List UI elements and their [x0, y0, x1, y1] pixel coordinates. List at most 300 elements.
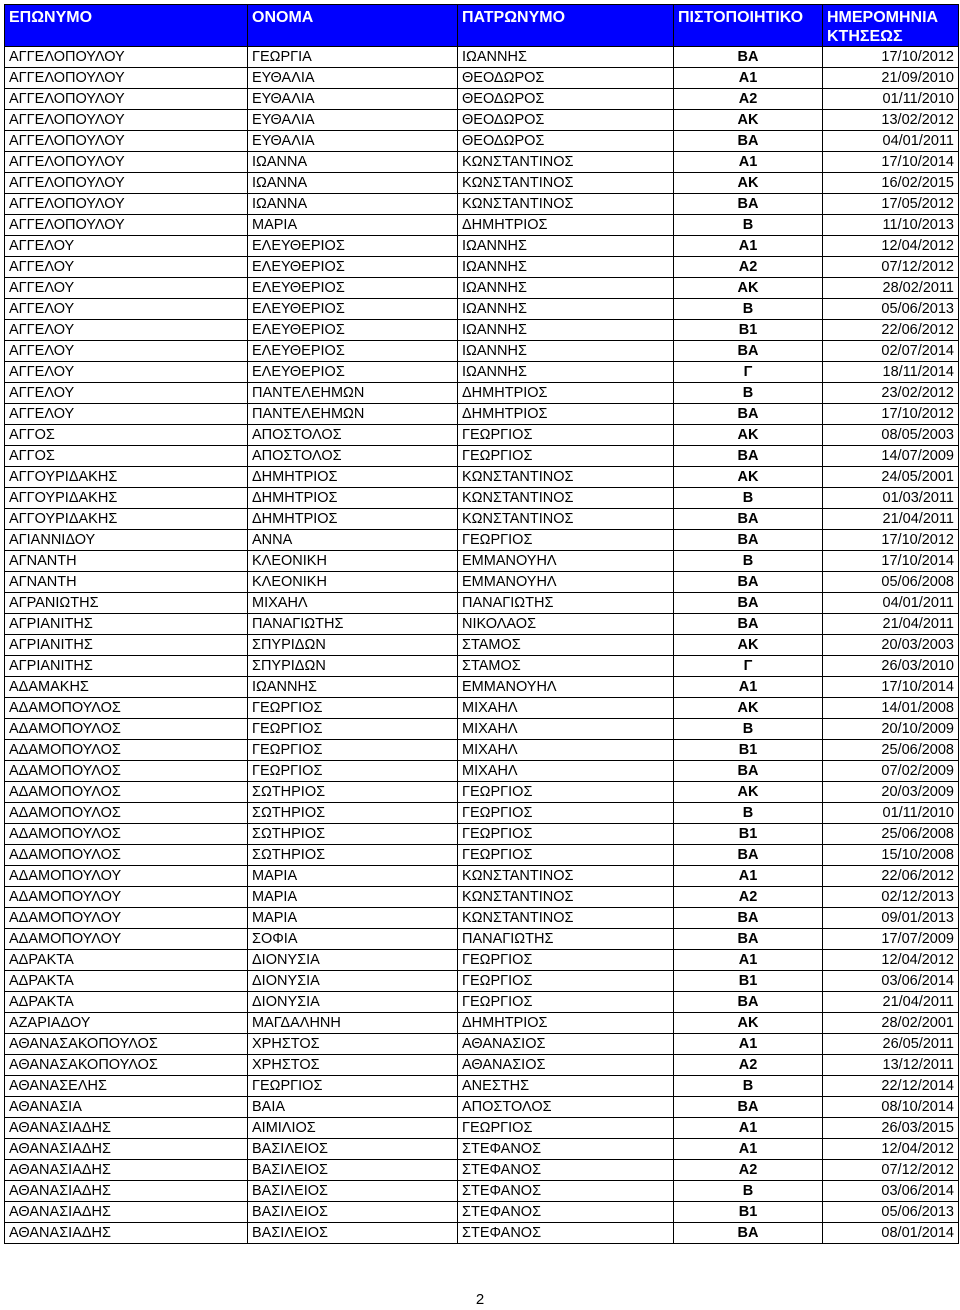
cell-certificate: Α1	[674, 1118, 823, 1139]
cell-name: ΚΛΕΟΝΙΚΗ	[248, 572, 458, 593]
cell-name: ΒΑΣΙΛΕΙΟΣ	[248, 1181, 458, 1202]
table-row	[5, 551, 959, 572]
cell-name: ΠΑΝΑΓΙΩΤΗΣ	[248, 614, 458, 635]
cell-date: 13/12/2011	[823, 1055, 959, 1076]
cell-date: 12/04/2012	[823, 950, 959, 971]
cell-name: ΒΑΣΙΛΕΙΟΣ	[248, 1139, 458, 1160]
cell-name: ΜΑΡΙΑ	[248, 908, 458, 929]
cell-certificate: Γ	[674, 656, 823, 677]
cell-date: 04/01/2011	[823, 593, 959, 614]
cell-date: 05/06/2008	[823, 572, 959, 593]
cell-name: ΓΕΩΡΓΙΟΣ	[248, 761, 458, 782]
cell-certificate: ΑΚ	[674, 635, 823, 656]
cell-surname: ΑΓΓΟΥΡΙΔΑΚΗΣ	[5, 488, 248, 509]
cell-certificate: Β1	[674, 824, 823, 845]
cell-date: 24/05/2001	[823, 467, 959, 488]
cell-date: 22/12/2014	[823, 1076, 959, 1097]
cell-name: ΕΛΕΥΘΕΡΙΟΣ	[248, 320, 458, 341]
cell-certificate: ΒΑ	[674, 614, 823, 635]
cell-surname: ΑΔΑΜΟΠΟΥΛΟΣ	[5, 698, 248, 719]
table-row	[5, 719, 959, 740]
cell-father-name: ΓΕΩΡΓΙΟΣ	[458, 950, 674, 971]
table-row	[5, 950, 959, 971]
cell-name: ΙΩΑΝΝΑ	[248, 152, 458, 173]
cell-date: 01/11/2010	[823, 89, 959, 110]
table-row	[5, 173, 959, 194]
cell-date: 14/01/2008	[823, 698, 959, 719]
cell-father-name: ΣΤΕΦΑΝΟΣ	[458, 1202, 674, 1223]
cell-date: 28/02/2011	[823, 278, 959, 299]
cell-surname: ΑΓΓΕΛΟΥ	[5, 299, 248, 320]
cell-surname: ΑΓΓΕΛΟΠΟΥΛΟΥ	[5, 110, 248, 131]
cell-date: 25/06/2008	[823, 740, 959, 761]
cell-certificate: ΑΚ	[674, 698, 823, 719]
table-row	[5, 1013, 959, 1034]
table-row	[5, 1097, 959, 1118]
cell-date: 14/07/2009	[823, 446, 959, 467]
cell-father-name: ΠΑΝΑΓΙΩΤΗΣ	[458, 593, 674, 614]
cell-surname: ΑΔΑΜΟΠΟΥΛΟΣ	[5, 782, 248, 803]
cell-surname: ΑΓΓΟΥΡΙΔΑΚΗΣ	[5, 467, 248, 488]
cell-father-name: ΑΘΑΝΑΣΙΟΣ	[458, 1055, 674, 1076]
table-row	[5, 845, 959, 866]
cell-date: 20/10/2009	[823, 719, 959, 740]
cell-father-name: ΜΙΧΑΗΛ	[458, 698, 674, 719]
cell-surname: ΑΔΡΑΚΤΑ	[5, 992, 248, 1013]
table-row	[5, 47, 959, 68]
table-row	[5, 257, 959, 278]
cell-certificate: Α1	[674, 1139, 823, 1160]
table-row	[5, 278, 959, 299]
cell-date: 20/03/2003	[823, 635, 959, 656]
cell-surname: ΑΓΓΕΛΟΠΟΥΛΟΥ	[5, 152, 248, 173]
cell-father-name: ΘΕΟΔΩΡΟΣ	[458, 89, 674, 110]
cell-certificate: Α1	[674, 1034, 823, 1055]
cell-date: 02/07/2014	[823, 341, 959, 362]
cell-father-name: ΕΜΜΑΝΟΥΗΛ	[458, 551, 674, 572]
table-row	[5, 299, 959, 320]
cell-certificate: Β	[674, 299, 823, 320]
cell-surname: ΑΔΑΜΑΚΗΣ	[5, 677, 248, 698]
cell-name: ΚΛΕΟΝΙΚΗ	[248, 551, 458, 572]
cell-surname: ΑΓΡΙΑΝΙΤΗΣ	[5, 635, 248, 656]
cell-certificate: Α2	[674, 1055, 823, 1076]
cell-certificate: ΑΚ	[674, 425, 823, 446]
table-row	[5, 404, 959, 425]
cell-date: 17/10/2014	[823, 677, 959, 698]
cell-date: 03/06/2014	[823, 971, 959, 992]
cell-surname: ΑΘΑΝΑΣΑΚΟΠΟΥΛΟΣ	[5, 1034, 248, 1055]
cell-father-name: ΓΕΩΡΓΙΟΣ	[458, 782, 674, 803]
table-row	[5, 1055, 959, 1076]
cell-name: ΜΑΡΙΑ	[248, 866, 458, 887]
cell-name: ΕΥΘΑΛΙΑ	[248, 89, 458, 110]
cell-date: 09/01/2013	[823, 908, 959, 929]
cell-certificate: Α1	[674, 950, 823, 971]
cell-surname: ΑΔΑΜΟΠΟΥΛΟΥ	[5, 866, 248, 887]
cell-name: ΣΩΤΗΡΙΟΣ	[248, 824, 458, 845]
cell-certificate: ΒΑ	[674, 992, 823, 1013]
cell-surname: ΑΓΓΕΛΟΠΟΥΛΟΥ	[5, 194, 248, 215]
cell-name: ΒΑΣΙΛΕΙΟΣ	[248, 1223, 458, 1244]
header-name: ΟΝΟΜΑ	[248, 5, 458, 47]
cell-surname: ΑΓΓΟΣ	[5, 446, 248, 467]
cell-name: ΕΛΕΥΘΕΡΙΟΣ	[248, 278, 458, 299]
cell-father-name: ΘΕΟΔΩΡΟΣ	[458, 131, 674, 152]
cell-certificate: ΒΑ	[674, 761, 823, 782]
cell-certificate: ΒΑ	[674, 593, 823, 614]
cell-name: ΓΕΩΡΓΙΑ	[248, 47, 458, 68]
cell-date: 11/10/2013	[823, 215, 959, 236]
cell-certificate: ΒΑ	[674, 845, 823, 866]
cell-certificate: Β	[674, 1076, 823, 1097]
cell-father-name: ΚΩΝΣΤΑΝΤΙΝΟΣ	[458, 467, 674, 488]
cell-date: 21/04/2011	[823, 509, 959, 530]
cell-certificate: ΑΚ	[674, 278, 823, 299]
cell-father-name: ΓΕΩΡΓΙΟΣ	[458, 845, 674, 866]
table-row	[5, 656, 959, 677]
cell-certificate: ΑΚ	[674, 467, 823, 488]
cell-surname: ΑΓΓΕΛΟΥ	[5, 320, 248, 341]
certificate-register-table	[4, 4, 959, 1244]
table-row	[5, 383, 959, 404]
cell-father-name: ΓΕΩΡΓΙΟΣ	[458, 446, 674, 467]
cell-certificate: Α2	[674, 887, 823, 908]
cell-date: 21/04/2011	[823, 614, 959, 635]
cell-surname: ΑΓΓΕΛΟΠΟΥΛΟΥ	[5, 47, 248, 68]
table-row	[5, 446, 959, 467]
cell-date: 07/12/2012	[823, 1160, 959, 1181]
cell-certificate: ΒΑ	[674, 929, 823, 950]
cell-date: 08/01/2014	[823, 1223, 959, 1244]
cell-father-name: ΓΕΩΡΓΙΟΣ	[458, 992, 674, 1013]
cell-surname: ΑΓΓΕΛΟΥ	[5, 362, 248, 383]
cell-name: ΓΕΩΡΓΙΟΣ	[248, 1076, 458, 1097]
cell-name: ΕΛΕΥΘΕΡΙΟΣ	[248, 362, 458, 383]
cell-surname: ΑΓΡΑΝΙΩΤΗΣ	[5, 593, 248, 614]
cell-surname: ΑΓΓΕΛΟΥ	[5, 236, 248, 257]
cell-date: 22/06/2012	[823, 866, 959, 887]
header-date-line2: ΚΤΗΣΕΩΣ	[827, 28, 903, 45]
cell-father-name: ΜΙΧΑΗΛ	[458, 719, 674, 740]
cell-father-name: ΙΩΑΝΝΗΣ	[458, 341, 674, 362]
cell-certificate: ΒΑ	[674, 908, 823, 929]
cell-date: 13/02/2012	[823, 110, 959, 131]
table-row	[5, 1076, 959, 1097]
cell-name: ΠΑΝΤΕΛΕΗΜΩΝ	[248, 404, 458, 425]
cell-certificate: ΒΑ	[674, 194, 823, 215]
table-row	[5, 194, 959, 215]
cell-certificate: ΑΚ	[674, 1013, 823, 1034]
cell-surname: ΑΘΑΝΑΣΙΑΔΗΣ	[5, 1181, 248, 1202]
cell-surname: ΑΓΡΙΑΝΙΤΗΣ	[5, 656, 248, 677]
cell-surname: ΑΔΑΜΟΠΟΥΛΟΥ	[5, 908, 248, 929]
cell-certificate: ΒΑ	[674, 47, 823, 68]
cell-name: ΒΑΙΑ	[248, 1097, 458, 1118]
cell-surname: ΑΓΓΕΛΟΥ	[5, 383, 248, 404]
cell-surname: ΑΘΑΝΑΣΙΑΔΗΣ	[5, 1118, 248, 1139]
cell-certificate: ΒΑ	[674, 446, 823, 467]
cell-certificate: ΒΑ	[674, 530, 823, 551]
table-row	[5, 509, 959, 530]
cell-surname: ΑΓΓΟΣ	[5, 425, 248, 446]
cell-surname: ΑΔΑΜΟΠΟΥΛΟΣ	[5, 719, 248, 740]
cell-name: ΜΑΓΔΑΛΗΝΗ	[248, 1013, 458, 1034]
cell-name: ΣΩΤΗΡΙΟΣ	[248, 803, 458, 824]
table-row	[5, 572, 959, 593]
cell-surname: ΑΔΑΜΟΠΟΥΛΟΥ	[5, 929, 248, 950]
cell-name: ΑΙΜΙΛΙΟΣ	[248, 1118, 458, 1139]
table-row	[5, 131, 959, 152]
cell-surname: ΑΔΑΜΟΠΟΥΛΟΣ	[5, 824, 248, 845]
cell-date: 05/06/2013	[823, 299, 959, 320]
cell-surname: ΑΔΑΜΟΠΟΥΛΟΣ	[5, 803, 248, 824]
cell-certificate: Α2	[674, 257, 823, 278]
cell-surname: ΑΘΑΝΑΣΙΑΔΗΣ	[5, 1223, 248, 1244]
header-surname: ΕΠΩΝΥΜΟ	[5, 5, 248, 47]
cell-date: 15/10/2008	[823, 845, 959, 866]
table-row	[5, 740, 959, 761]
cell-certificate: ΑΚ	[674, 173, 823, 194]
table-row	[5, 677, 959, 698]
cell-father-name: ΚΩΝΣΤΑΝΤΙΝΟΣ	[458, 152, 674, 173]
cell-certificate: Α1	[674, 677, 823, 698]
cell-date: 17/07/2009	[823, 929, 959, 950]
page-number: 2	[475, 1291, 485, 1308]
cell-name: ΙΩΑΝΝΑ	[248, 173, 458, 194]
cell-father-name: ΣΤΕΦΑΝΟΣ	[458, 1160, 674, 1181]
cell-certificate: Γ	[674, 362, 823, 383]
table-row	[5, 488, 959, 509]
table-row	[5, 593, 959, 614]
cell-certificate: Α1	[674, 152, 823, 173]
cell-name: ΑΝΝΑ	[248, 530, 458, 551]
cell-date: 26/05/2011	[823, 1034, 959, 1055]
cell-father-name: ΕΜΜΑΝΟΥΗΛ	[458, 572, 674, 593]
cell-father-name: ΑΘΑΝΑΣΙΟΣ	[458, 1034, 674, 1055]
cell-surname: ΑΔΡΑΚΤΑ	[5, 971, 248, 992]
cell-surname: ΑΓΓΕΛΟΠΟΥΛΟΥ	[5, 173, 248, 194]
cell-certificate: Β	[674, 488, 823, 509]
cell-date: 12/04/2012	[823, 236, 959, 257]
cell-father-name: ΙΩΑΝΝΗΣ	[458, 236, 674, 257]
cell-name: ΧΡΗΣΤΟΣ	[248, 1055, 458, 1076]
cell-surname: ΑΓΓΕΛΟΥ	[5, 257, 248, 278]
cell-father-name: ΙΩΑΝΝΗΣ	[458, 47, 674, 68]
cell-father-name: ΙΩΑΝΝΗΣ	[458, 362, 674, 383]
cell-father-name: ΙΩΑΝΝΗΣ	[458, 257, 674, 278]
table-row	[5, 467, 959, 488]
cell-father-name: ΝΙΚΟΛΑΟΣ	[458, 614, 674, 635]
cell-father-name: ΚΩΝΣΤΑΝΤΙΝΟΣ	[458, 908, 674, 929]
cell-father-name: ΔΗΜΗΤΡΙΟΣ	[458, 404, 674, 425]
cell-name: ΣΩΤΗΡΙΟΣ	[248, 845, 458, 866]
cell-father-name: ΓΕΩΡΓΙΟΣ	[458, 1118, 674, 1139]
cell-father-name: ΙΩΑΝΝΗΣ	[458, 299, 674, 320]
cell-date: 17/10/2012	[823, 404, 959, 425]
cell-date: 17/10/2012	[823, 47, 959, 68]
header-date-line1: ΗΜΕΡΟΜΗΝΙΑ	[827, 9, 939, 26]
header-father-name: ΠΑΤΡΩΝΥΜΟ	[458, 5, 674, 47]
cell-date: 17/05/2012	[823, 194, 959, 215]
cell-certificate: ΒΑ	[674, 1223, 823, 1244]
cell-father-name: ΣΤΕΦΑΝΟΣ	[458, 1223, 674, 1244]
cell-surname: ΑΓΝΑΝΤΗ	[5, 551, 248, 572]
header-row	[5, 5, 959, 47]
cell-surname: ΑΓΝΑΝΤΗ	[5, 572, 248, 593]
cell-name: ΔΗΜΗΤΡΙΟΣ	[248, 467, 458, 488]
table-row	[5, 362, 959, 383]
table-row	[5, 1160, 959, 1181]
table-row	[5, 341, 959, 362]
cell-date: 18/11/2014	[823, 362, 959, 383]
cell-name: ΓΕΩΡΓΙΟΣ	[248, 698, 458, 719]
cell-name: ΠΑΝΤΕΛΕΗΜΩΝ	[248, 383, 458, 404]
cell-certificate: ΒΑ	[674, 509, 823, 530]
cell-date: 01/03/2011	[823, 488, 959, 509]
cell-name: ΜΑΡΙΑ	[248, 215, 458, 236]
table-row	[5, 1223, 959, 1244]
cell-name: ΕΥΘΑΛΙΑ	[248, 68, 458, 89]
cell-name: ΜΙΧΑΗΛ	[248, 593, 458, 614]
cell-father-name: ΑΝΕΣΤΗΣ	[458, 1076, 674, 1097]
cell-father-name: ΔΗΜΗΤΡΙΟΣ	[458, 1013, 674, 1034]
table-row	[5, 614, 959, 635]
cell-father-name: ΓΕΩΡΓΙΟΣ	[458, 530, 674, 551]
cell-certificate: ΒΑ	[674, 572, 823, 593]
cell-certificate: Α1	[674, 68, 823, 89]
cell-date: 28/02/2001	[823, 1013, 959, 1034]
table-row	[5, 1139, 959, 1160]
table-row	[5, 425, 959, 446]
cell-certificate: Α1	[674, 866, 823, 887]
cell-father-name: ΘΕΟΔΩΡΟΣ	[458, 110, 674, 131]
cell-name: ΕΛΕΥΘΕΡΙΟΣ	[248, 236, 458, 257]
cell-surname: ΑΔΑΜΟΠΟΥΛΟΥ	[5, 887, 248, 908]
cell-date: 04/01/2011	[823, 131, 959, 152]
cell-father-name: ΜΙΧΑΗΛ	[458, 761, 674, 782]
cell-surname: ΑΔΑΜΟΠΟΥΛΟΣ	[5, 740, 248, 761]
table-row	[5, 152, 959, 173]
cell-name: ΔΙΟΝΥΣΙΑ	[248, 950, 458, 971]
table-row	[5, 89, 959, 110]
cell-name: ΣΟΦΙΑ	[248, 929, 458, 950]
cell-certificate: Β	[674, 551, 823, 572]
cell-father-name: ΓΕΩΡΓΙΟΣ	[458, 824, 674, 845]
cell-surname: ΑΔΑΜΟΠΟΥΛΟΣ	[5, 845, 248, 866]
table-row	[5, 1181, 959, 1202]
cell-surname: ΑΘΑΝΑΣΙΑΔΗΣ	[5, 1160, 248, 1181]
cell-father-name: ΣΤΑΜΟΣ	[458, 635, 674, 656]
cell-name: ΕΛΕΥΘΕΡΙΟΣ	[248, 299, 458, 320]
header-certificate: ΠΙΣΤΟΠΟΙΗΤΙΚΟ	[674, 5, 823, 47]
cell-surname: ΑΓΓΕΛΟΥ	[5, 404, 248, 425]
cell-certificate: ΒΑ	[674, 341, 823, 362]
cell-date: 21/09/2010	[823, 68, 959, 89]
cell-certificate: Β1	[674, 740, 823, 761]
cell-date: 23/02/2012	[823, 383, 959, 404]
cell-surname: ΑΓΡΙΑΝΙΤΗΣ	[5, 614, 248, 635]
cell-certificate: Β	[674, 1181, 823, 1202]
table-row	[5, 824, 959, 845]
cell-surname: ΑΓΓΕΛΟΠΟΥΛΟΥ	[5, 89, 248, 110]
cell-certificate: ΒΑ	[674, 131, 823, 152]
table-row	[5, 698, 959, 719]
cell-surname: ΑΘΑΝΑΣΙΑ	[5, 1097, 248, 1118]
cell-date: 17/10/2012	[823, 530, 959, 551]
cell-surname: ΑΓΓΕΛΟΠΟΥΛΟΥ	[5, 68, 248, 89]
cell-date: 26/03/2010	[823, 656, 959, 677]
cell-name: ΣΩΤΗΡΙΟΣ	[248, 782, 458, 803]
cell-father-name: ΚΩΝΣΤΑΝΤΙΝΟΣ	[458, 887, 674, 908]
cell-name: ΣΠΥΡΙΔΩΝ	[248, 656, 458, 677]
table-row	[5, 635, 959, 656]
cell-name: ΕΛΕΥΘΕΡΙΟΣ	[248, 341, 458, 362]
cell-date: 08/10/2014	[823, 1097, 959, 1118]
cell-name: ΔΗΜΗΤΡΙΟΣ	[248, 509, 458, 530]
cell-date: 20/03/2009	[823, 782, 959, 803]
cell-surname: ΑΔΡΑΚΤΑ	[5, 950, 248, 971]
cell-surname: ΑΓΙΑΝΝΙΔΟΥ	[5, 530, 248, 551]
cell-certificate: ΑΚ	[674, 782, 823, 803]
cell-name: ΓΕΩΡΓΙΟΣ	[248, 719, 458, 740]
table-row	[5, 1034, 959, 1055]
cell-date: 12/04/2012	[823, 1139, 959, 1160]
cell-date: 17/10/2014	[823, 152, 959, 173]
cell-surname: ΑΘΑΝΑΣΙΑΔΗΣ	[5, 1202, 248, 1223]
cell-father-name: ΙΩΑΝΝΗΣ	[458, 278, 674, 299]
table-row	[5, 971, 959, 992]
cell-father-name: ΙΩΑΝΝΗΣ	[458, 320, 674, 341]
cell-date: 05/06/2013	[823, 1202, 959, 1223]
cell-certificate: Α2	[674, 89, 823, 110]
cell-name: ΕΛΕΥΘΕΡΙΟΣ	[248, 257, 458, 278]
cell-date: 25/06/2008	[823, 824, 959, 845]
cell-father-name: ΚΩΝΣΤΑΝΤΙΝΟΣ	[458, 509, 674, 530]
table-row	[5, 761, 959, 782]
cell-father-name: ΔΗΜΗΤΡΙΟΣ	[458, 383, 674, 404]
table-row	[5, 992, 959, 1013]
cell-certificate: ΒΑ	[674, 404, 823, 425]
table-row	[5, 782, 959, 803]
cell-certificate: Β1	[674, 1202, 823, 1223]
cell-date: 07/02/2009	[823, 761, 959, 782]
table-row	[5, 215, 959, 236]
cell-name: ΑΠΟΣΤΟΛΟΣ	[248, 446, 458, 467]
cell-name: ΔΙΟΝΥΣΙΑ	[248, 992, 458, 1013]
cell-father-name: ΓΕΩΡΓΙΟΣ	[458, 971, 674, 992]
table-row	[5, 320, 959, 341]
table-row	[5, 530, 959, 551]
cell-father-name: ΣΤΕΦΑΝΟΣ	[458, 1139, 674, 1160]
cell-father-name: ΑΠΟΣΤΟΛΟΣ	[458, 1097, 674, 1118]
table-row	[5, 1202, 959, 1223]
table-row	[5, 68, 959, 89]
table-row	[5, 866, 959, 887]
table-body	[5, 47, 959, 1244]
cell-certificate: Β	[674, 215, 823, 236]
cell-surname: ΑΓΓΟΥΡΙΔΑΚΗΣ	[5, 509, 248, 530]
cell-date: 08/05/2003	[823, 425, 959, 446]
cell-name: ΣΠΥΡΙΔΩΝ	[248, 635, 458, 656]
cell-father-name: ΣΤΕΦΑΝΟΣ	[458, 1181, 674, 1202]
cell-name: ΒΑΣΙΛΕΙΟΣ	[248, 1160, 458, 1181]
cell-name: ΕΥΘΑΛΙΑ	[248, 110, 458, 131]
cell-name: ΙΩΑΝΝΑ	[248, 194, 458, 215]
cell-father-name: ΣΤΑΜΟΣ	[458, 656, 674, 677]
cell-father-name: ΓΕΩΡΓΙΟΣ	[458, 803, 674, 824]
cell-date: 07/12/2012	[823, 257, 959, 278]
